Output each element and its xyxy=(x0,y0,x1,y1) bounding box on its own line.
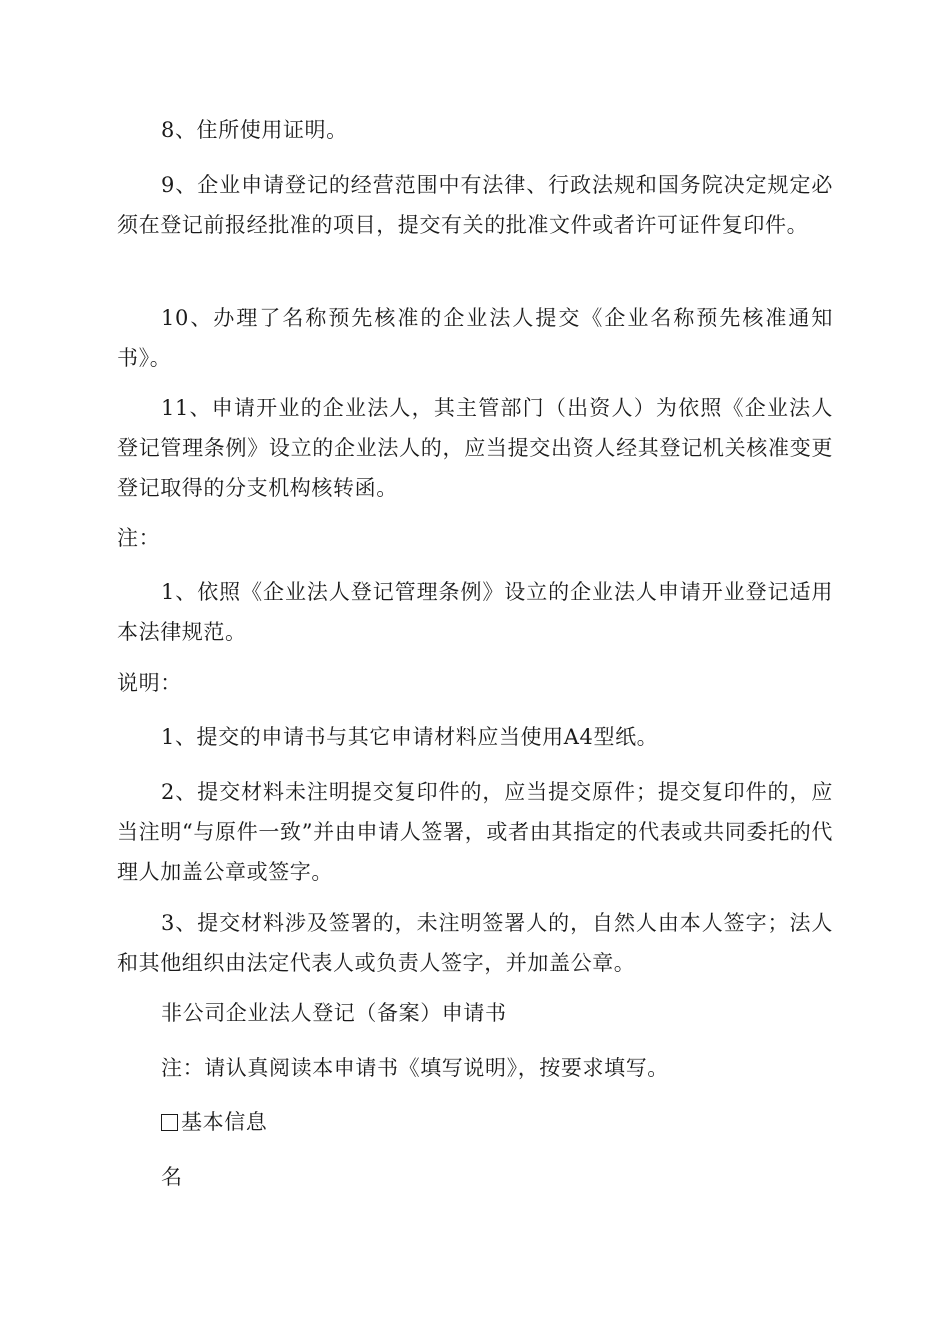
explanation-item-2: 2、提交材料未注明提交复印件的，应当提交原件；提交复印件的，应当注明“与原件一致”并由申请人签署，或者由其指定的代表或共同委托的代理人加盖公章或签字。 xyxy=(117,780,833,884)
explanation-item-1: 1、提交的申请书与其它申请材料应当使用A4型纸。 xyxy=(161,725,659,749)
basic-info-section xyxy=(161,1102,267,1142)
field-name-label: 名 xyxy=(161,1165,183,1189)
form-title: 非公司企业法人登记（备案）申请书 xyxy=(161,1001,507,1025)
item-10: 10、办理了名称预先核准的企业法人提交《企业名称预先核准通知书》。 xyxy=(117,306,833,370)
item-11: 11、申请开业的企业法人，其主管部门（出资人）为依照《企业法人登记管理条例》设立的企业法人的，应当提交出资人经其登记机关核准变更登记取得的分支机构核转函。 xyxy=(117,396,833,500)
item-9: 9、企业申请登记的经营范围中有法律、行政法规和国务院决定规定必须在登记前报经批准的项目，提交有关的批准文件或者许可证件复印件。 xyxy=(117,173,833,237)
checkbox-icon[interactable] xyxy=(161,1114,178,1131)
note-item-1: 1、依照《企业法人登记管理条例》设立的企业法人申请开业登记适用本法律规范。 xyxy=(117,580,833,644)
item-8: 8、住所使用证明。 xyxy=(161,118,348,142)
basic-info-label: 基本信息 xyxy=(181,1110,268,1134)
explanation-item-3: 3、提交材料涉及签署的，未注明签署人的，自然人由本人签字；法人和其他组织由法定代表人或负责人签字，并加盖公章。 xyxy=(117,911,833,975)
explanation-label: 说明： xyxy=(117,671,182,695)
note-label: 注： xyxy=(117,526,161,550)
form-notice: 注：请认真阅读本申请书《填写说明》，按要求填写。 xyxy=(161,1056,669,1080)
